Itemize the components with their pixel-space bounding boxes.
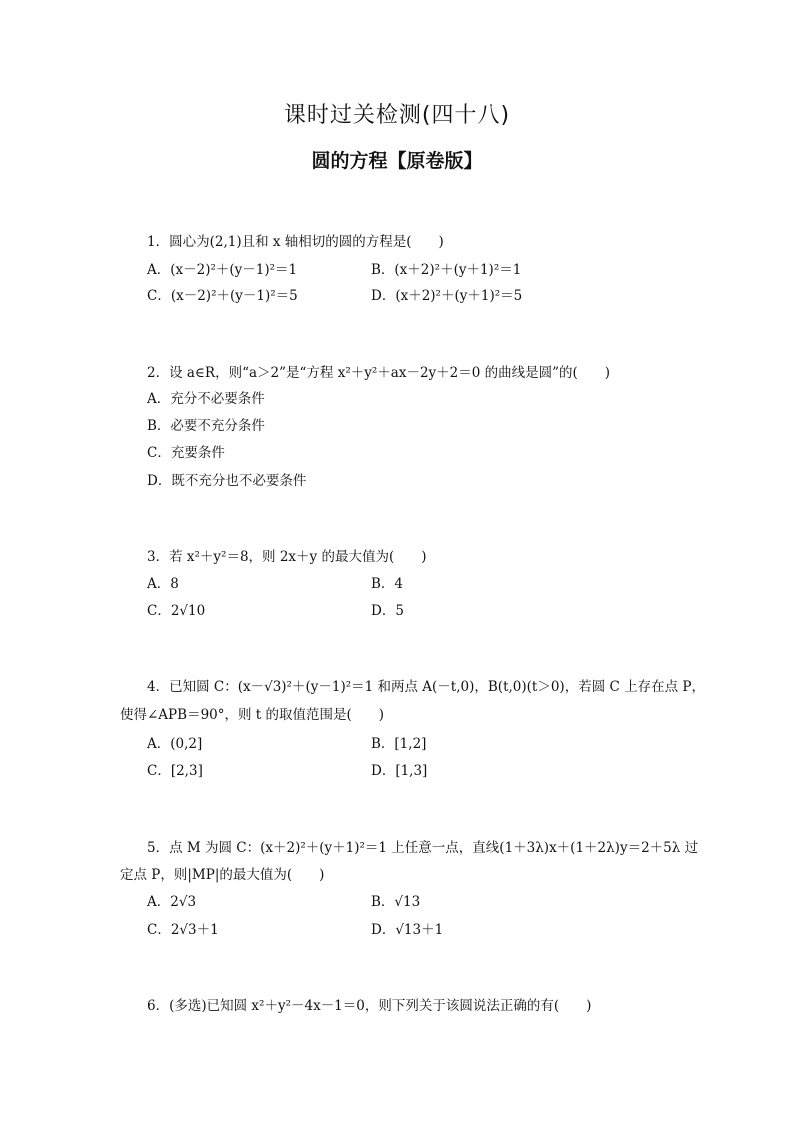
question-3-option-d: D．5 xyxy=(371,603,404,619)
question-4-stem-continued: 使得∠APB＝90°，则 t 的取值范围是( ) xyxy=(120,707,385,723)
question-5-option-d: D．√13＋1 xyxy=(371,922,444,938)
question-1-option-b: B．(x＋2)²＋(y＋1)²＝1 xyxy=(371,262,522,278)
question-3-stem: 3．若 x²＋y²＝8，则 2x＋y 的最大值为( ) xyxy=(147,549,427,565)
question-2-option-d: D．既不充分也不必要条件 xyxy=(147,473,307,489)
question-1-option-d: D．(x＋2)²＋(y＋1)²＝5 xyxy=(371,288,523,304)
question-1-stem: 1．圆心为(2,1)且和 x 轴相切的圆的方程是( ) xyxy=(147,234,444,250)
page-subtitle: 圆的方程【原卷版】 xyxy=(311,150,483,172)
question-5-option-b: B．√13 xyxy=(371,894,421,910)
question-5-option-a: A．2√3 xyxy=(147,894,197,910)
question-3-option-a: A．8 xyxy=(147,576,179,592)
question-1-option-c: C．(x－2)²＋(y－1)²＝5 xyxy=(147,288,298,304)
question-1-option-a: A．(x－2)²＋(y－1)²＝1 xyxy=(147,262,298,278)
question-6-stem: 6．(多选)已知圆 x²＋y²－4x－1＝0，则下列关于该圆说法正确的有( ) xyxy=(147,998,592,1014)
question-4-option-a: A．(0,2] xyxy=(147,736,203,752)
question-2-option-a: A．充分不必要条件 xyxy=(147,391,265,407)
page-title: 课时过关检测(四十八) xyxy=(283,103,511,128)
question-4-option-c: C．[2,3] xyxy=(147,763,203,779)
question-5-option-c: C．2√3＋1 xyxy=(147,922,219,938)
question-3-option-c: C．2√10 xyxy=(147,603,206,619)
question-4-stem: 4．已知圆 C：(x－√3)²＋(y－1)²＝1 和两点 A(－t,0)，B(t,0)(t＞0)，若圆 C 上存在点 P， xyxy=(147,679,705,695)
question-5-stem-continued: 定点 P，则|MP|的最大值为( ) xyxy=(120,867,325,883)
question-4-option-b: B．[1,2] xyxy=(371,736,427,752)
question-2-option-c: C．充要条件 xyxy=(147,445,225,461)
question-3-option-b: B．4 xyxy=(371,576,404,592)
question-2-stem: 2．设 a∈R，则“a＞2”是“方程 x²＋y²＋ax－2y＋2＝0 的曲线是圆”的( ) xyxy=(147,365,611,381)
question-5-stem: 5．点 M 为圆 C：(x＋2)²＋(y＋1)²＝1 上任意一点，直线(1＋3λ)x＋(1＋2λ)y＝2＋5λ 过 xyxy=(147,840,699,856)
question-4-option-d: D．[1,3] xyxy=(371,763,428,779)
question-2-option-b: B．必要不充分条件 xyxy=(147,418,265,434)
